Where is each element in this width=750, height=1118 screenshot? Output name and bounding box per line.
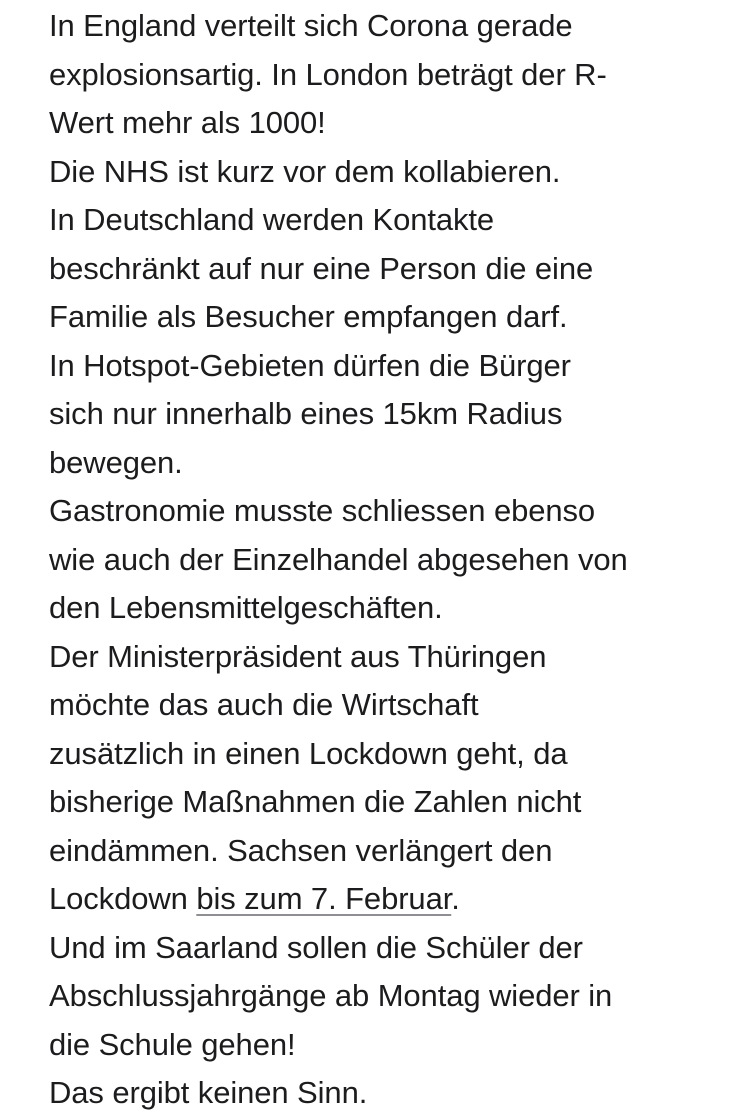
text-line: möchte das auch die Wirtschaft [49,687,479,722]
text-line: sich nur innerhalb eines 15km Radius [49,396,563,431]
line-prefix: Lockdown [49,881,197,916]
text-line: Der Ministerpräsident aus Thüringen [49,638,547,674]
text-line: Familie als Besucher empfangen darf. [49,299,568,334]
text-line: Und im Saarland sollen die Schüler der [49,929,583,965]
text-line: In England verteilt sich Corona gerade [49,8,573,43]
date-link[interactable]: bis zum 7. Februar [196,881,452,916]
note-text-body[interactable] [49,2,739,1118]
text-line: explosionsartig. In London beträgt der R- [49,56,607,92]
text-line: wie auch der Einzelhandel abgesehen von [49,541,628,577]
text-line-with-link [49,875,739,924]
text-line: Wert mehr als 1000! [49,105,326,140]
text-line: Das ergibt keinen Sinn. [49,1075,368,1110]
line-suffix: . [451,881,460,916]
text-line: Abschlussjahrgänge ab Montag wieder in [49,978,613,1013]
text-line: bisherige Maßnahmen die Zahlen nicht [49,784,582,819]
text-line: In Hotspot-Gebieten dürfen die Bürger [49,347,571,383]
text-line: Gastronomie musste schliessen ebenso [49,493,596,528]
text-line: In Deutschland werden Kontakte [49,202,495,237]
text-line: die Schule gehen! [49,1026,296,1062]
text-line: eindämmen. Sachsen verlängert den [49,832,553,868]
text-line: den Lebensmittelgeschäften. [49,590,443,625]
text-line: bewegen. [49,444,183,480]
text-line: beschränkt auf nur eine Person die eine [49,250,594,286]
text-line: zusätzlich in einen Lockdown geht, da [49,735,568,771]
text-line: Die NHS ist kurz vor dem kollabieren. [49,153,561,189]
